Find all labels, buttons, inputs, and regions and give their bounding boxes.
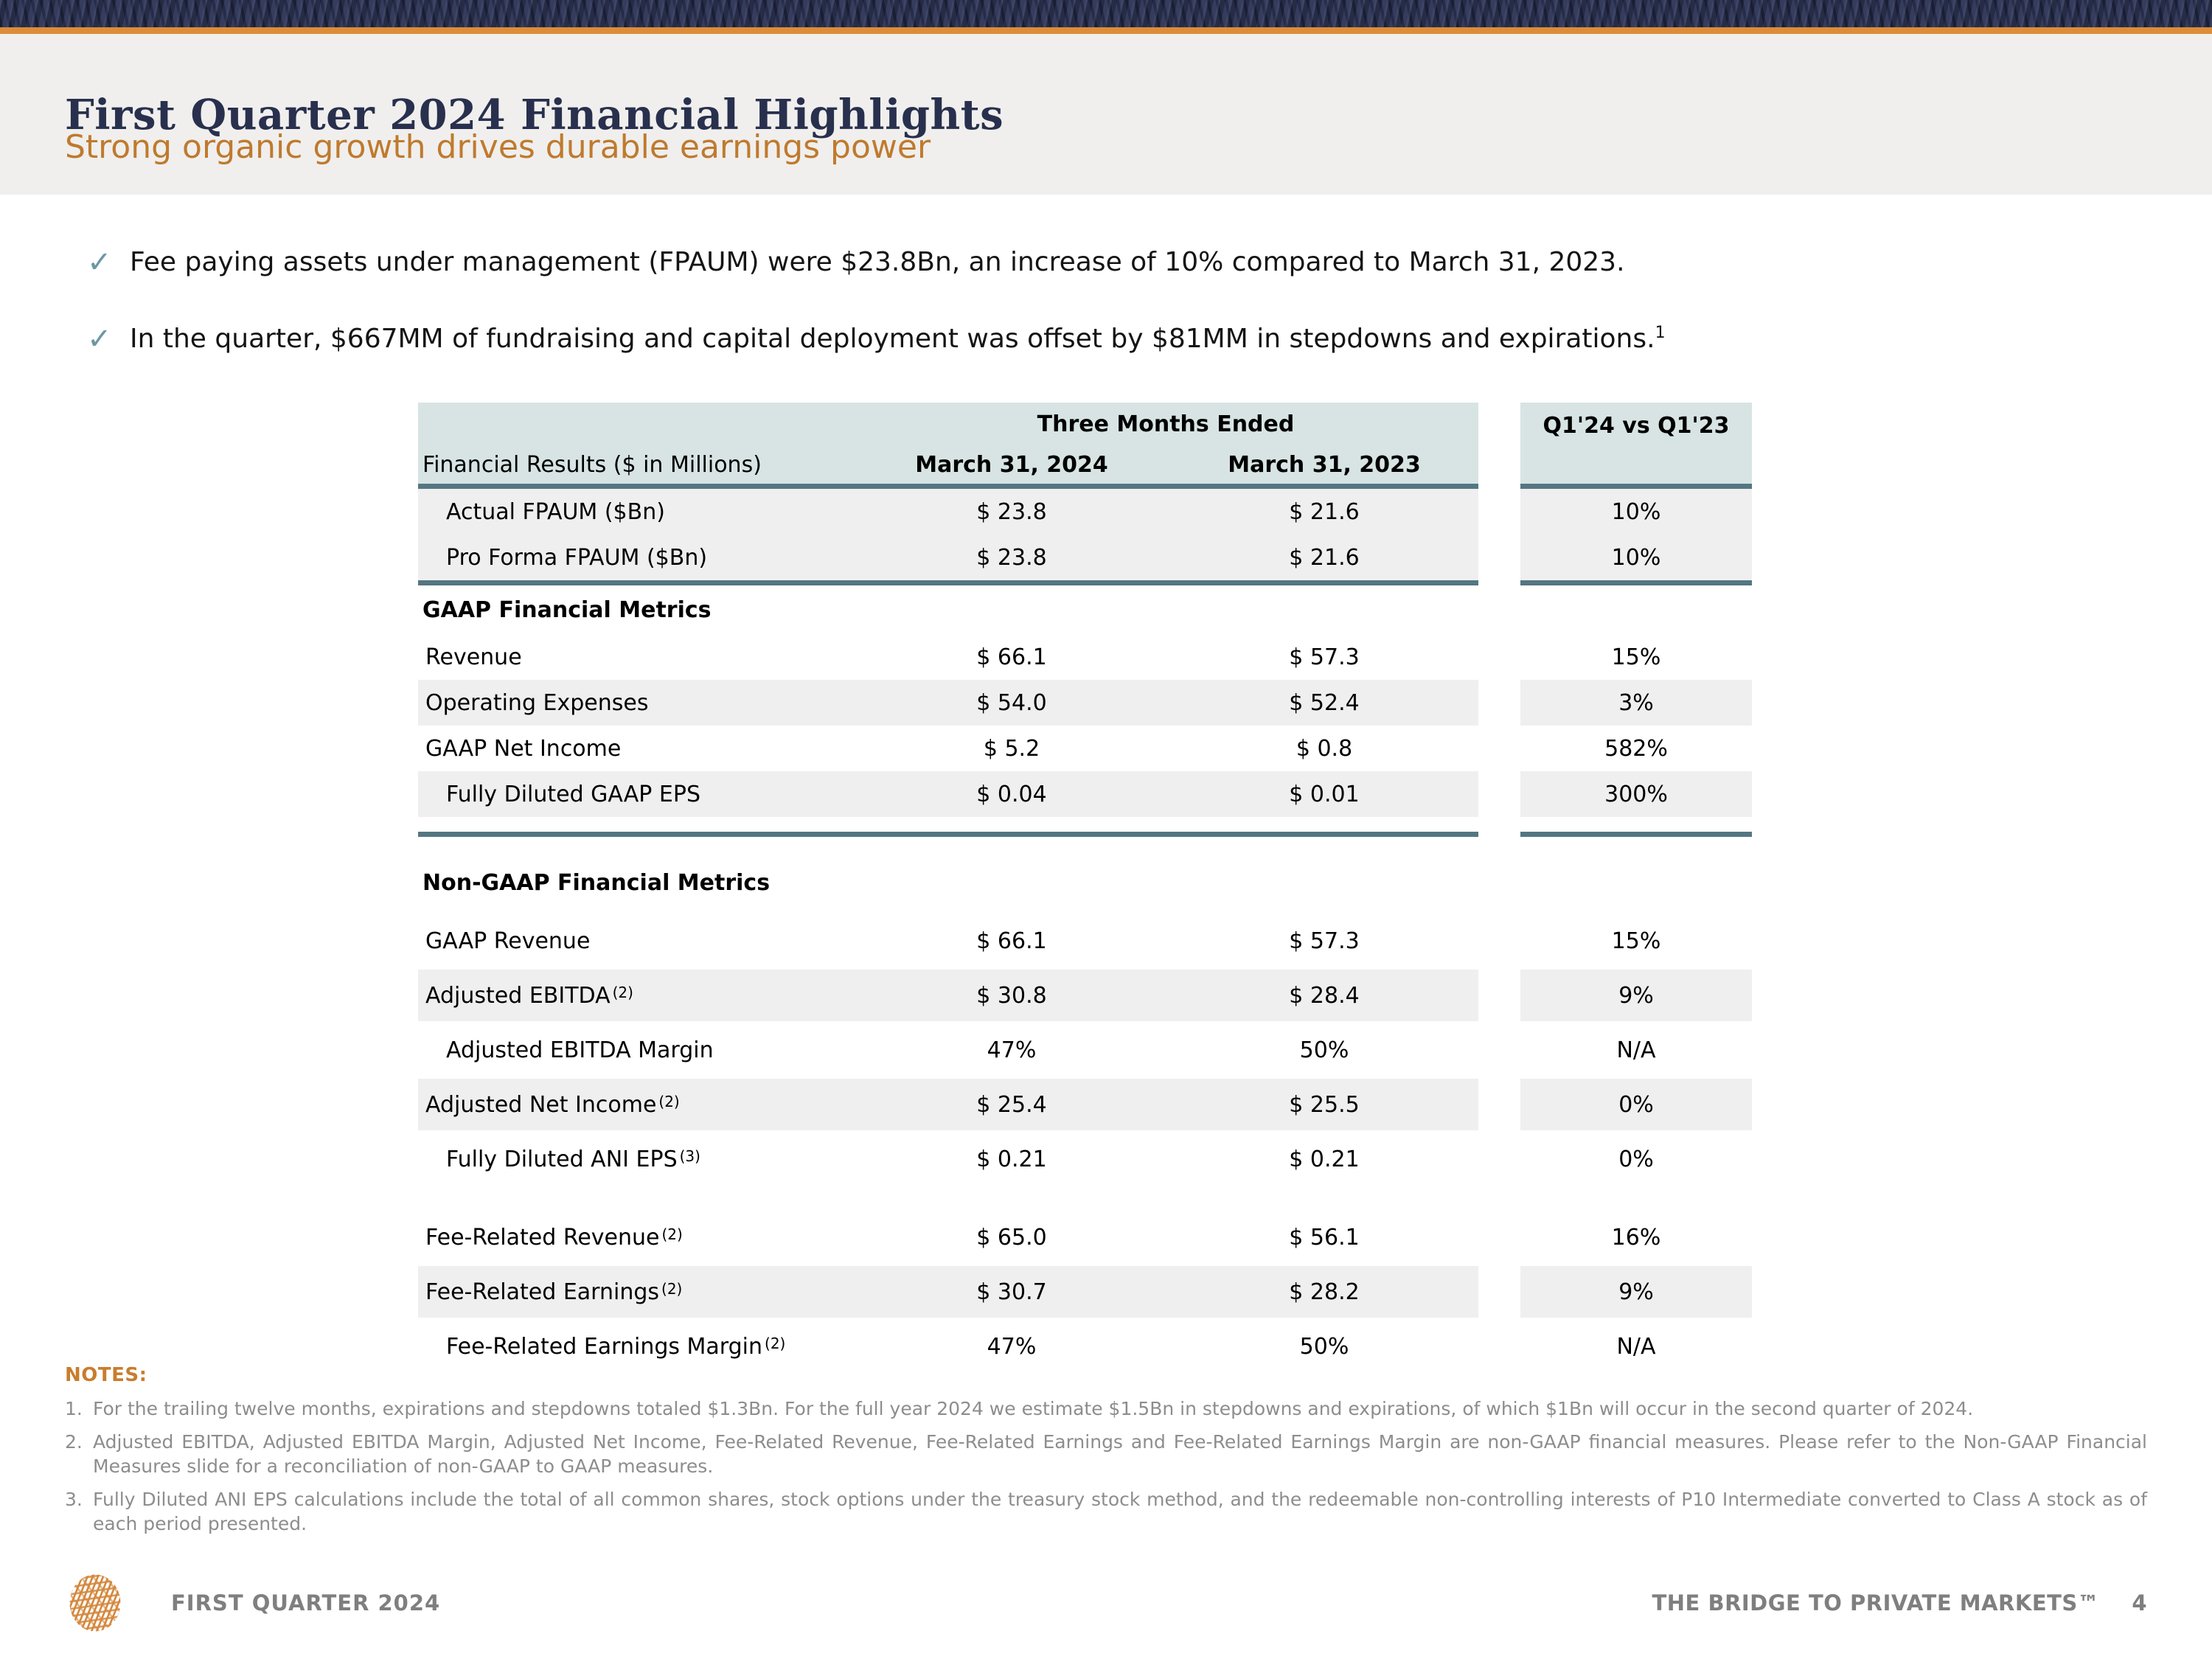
note-number: 2. <box>65 1431 83 1453</box>
value-2024: $ 30.7 <box>976 1279 1047 1305</box>
row-label <box>418 928 853 954</box>
value-change: 582% <box>1604 735 1668 762</box>
value-2023: $ 56.1 <box>1289 1224 1360 1251</box>
value-2023: 50% <box>1299 1037 1349 1063</box>
teal-divider-main <box>418 580 1478 585</box>
value-2024: $ 23.8 <box>976 498 1047 525</box>
table-row-main <box>418 1324 1478 1369</box>
section-header-label: Non-GAAP Financial Metrics <box>422 869 771 896</box>
table-row <box>418 1079 1752 1130</box>
value-change: 0% <box>1520 1079 1752 1130</box>
change-column-header: Q1'24 vs Q1'23 <box>1520 403 1752 489</box>
table-row <box>418 1266 1752 1318</box>
value-2023: $ 52.4 <box>1289 689 1360 716</box>
table-row-main <box>418 771 1478 817</box>
value-2024: $ 23.8 <box>976 544 1047 571</box>
value-2023: $ 21.6 <box>1289 544 1360 571</box>
row-label-text: Pro Forma FPAUM ($Bn) <box>446 544 708 571</box>
table-row <box>418 1136 1752 1182</box>
table-row <box>418 634 1752 680</box>
p10-logo-icon <box>65 1571 125 1635</box>
note-number: 3. <box>65 1489 83 1510</box>
table-row-main <box>418 489 1478 535</box>
page-subtitle: Strong organic growth drives durable earnings power <box>65 128 931 166</box>
value-2023: $ 21.6 <box>1289 498 1360 525</box>
table-row-main <box>418 970 1478 1021</box>
value-2023: $ 57.3 <box>1289 644 1360 670</box>
row-label-text: Revenue <box>425 644 522 670</box>
row-label <box>418 690 853 716</box>
row-label-text: Fee-Related Earnings Margin <box>446 1333 763 1360</box>
value-2024: $ 30.8 <box>976 982 1047 1009</box>
footer-tagline: THE BRIDGE TO PRIVATE MARKETS™ <box>1652 1590 2100 1615</box>
row-label-text: GAAP Revenue <box>425 928 591 954</box>
bullet-text: Fee paying assets under management (FPAUM) were $23.8Bn, an increase of 10% compared to March 31, 2023. <box>130 247 1625 277</box>
notes-title: NOTES: <box>65 1364 147 1386</box>
row-label-text: Adjusted Net Income <box>425 1091 657 1118</box>
row-label <box>418 782 853 807</box>
row-label-text: Adjusted EBITDA <box>425 982 611 1009</box>
table-gap <box>418 1182 1752 1214</box>
table-row-main <box>418 1266 1478 1318</box>
table-row <box>418 680 1752 726</box>
row-label-text: Fee-Related Earnings <box>425 1279 660 1305</box>
note-text: For the trailing twelve months, expirations and stepdowns totaled $1.3Bn. For the full year 2024 we estimate $1.5Bn in stepdowns and expirations, of which $1Bn will occur in the second quarter of 2024. <box>93 1398 1974 1419</box>
row-label <box>418 1037 853 1063</box>
table-body <box>418 489 1752 1369</box>
table-header-main <box>418 403 1478 489</box>
table-row-main <box>418 726 1478 771</box>
teal-divider-change <box>1520 832 1752 837</box>
row-label: Fee-Related Revenue $^{(2)}$ <box>425 1224 683 1251</box>
value-2024: $ 25.4 <box>976 1091 1047 1118</box>
table-row <box>418 489 1752 535</box>
notes-list <box>65 1397 2147 1536</box>
bullets <box>87 246 2152 400</box>
row-label: Fee-Related Earnings Margin $^{(2)}$ <box>446 1333 786 1360</box>
checkmark-icon: ✓ <box>87 322 112 356</box>
value-2024: $ 54.0 <box>976 689 1047 716</box>
value-change: 300% <box>1520 771 1752 817</box>
value-change: 10% <box>1520 489 1752 535</box>
table-header <box>418 403 1752 489</box>
value-2024: $ 66.1 <box>976 928 1047 954</box>
teal-divider-change <box>1520 580 1752 585</box>
row-label: Fee-Related Earnings $^{(2)}$ <box>425 1279 683 1305</box>
row-label: Adjusted EBITDA $^{(2)}$ <box>425 982 633 1009</box>
column-header-2024: March 31, 2024 <box>915 451 1108 478</box>
value-2024: 47% <box>987 1037 1037 1063</box>
value-2023: $ 28.4 <box>1289 982 1360 1009</box>
table-row-main <box>418 918 1478 964</box>
note-item <box>65 1487 2147 1536</box>
page-number: 4 <box>2132 1590 2147 1615</box>
value-change: 15% <box>1611 644 1661 670</box>
table-gap <box>418 817 1752 832</box>
value-2023: $ 57.3 <box>1289 928 1360 954</box>
value-2024: $ 65.0 <box>976 1224 1047 1251</box>
checkmark-icon: ✓ <box>87 246 112 279</box>
row-label-text: Adjusted EBITDA Margin <box>446 1037 714 1063</box>
row-label-text: Actual FPAUM ($Bn) <box>446 498 665 525</box>
value-change: 9% <box>1520 1266 1752 1318</box>
value-2023: $ 0.01 <box>1289 781 1360 807</box>
row-label: Fully Diluted ANI EPS $^{(3)}$ <box>446 1146 700 1172</box>
row-label-text: GAAP Net Income <box>425 735 622 762</box>
table-row <box>418 1027 1752 1073</box>
table-row <box>418 771 1752 817</box>
row-label <box>418 736 853 762</box>
table-row-main <box>418 1136 1478 1182</box>
note-text: Adjusted EBITDA, Adjusted EBITDA Margin, Adjusted Net Income, Fee-Related Revenue, Fee-Related Earnings and Fee-Related Earnings Margin are non-GAAP financial measures. Please refer to the Non-GAAP Financial Measures slide for a reconciliation of non-GAAP to GAAP measures. <box>93 1431 2147 1477</box>
value-2024: $ 0.21 <box>976 1146 1047 1172</box>
value-2023: $ 0.8 <box>1295 735 1353 762</box>
note-number: 1. <box>65 1398 83 1419</box>
table-row <box>418 918 1752 964</box>
value-2023: 50% <box>1299 1333 1349 1360</box>
footer <box>65 1568 2147 1638</box>
top-banner-texture <box>0 0 2212 27</box>
row-header-label: Financial Results ($ in Millions) <box>422 451 762 478</box>
row-label <box>418 644 853 670</box>
table-row <box>418 726 1752 771</box>
note-item <box>65 1397 2147 1421</box>
value-change: 15% <box>1611 928 1661 954</box>
bullet-item <box>87 323 2152 355</box>
bullet-item <box>87 246 2152 279</box>
table-row-main <box>418 1214 1478 1260</box>
value-change: 10% <box>1520 535 1752 580</box>
note-item <box>65 1430 2147 1478</box>
value-change: N/A <box>1616 1333 1656 1360</box>
teal-divider <box>418 580 1752 585</box>
table-row-main <box>418 634 1478 680</box>
bullet-footnote-ref: 1 <box>1655 324 1666 342</box>
column-group-header: Three Months Ended <box>1037 411 1295 437</box>
table-row <box>418 535 1752 580</box>
teal-divider-main <box>418 832 1478 837</box>
value-change: 16% <box>1611 1224 1661 1251</box>
page-title: First Quarter 2024 Financial Highlights <box>65 90 1004 139</box>
value-2023: $ 0.21 <box>1289 1146 1360 1172</box>
table-row-main <box>418 535 1478 580</box>
table-row <box>418 1214 1752 1260</box>
section-header-label: GAAP Financial Metrics <box>422 597 712 623</box>
table-row <box>418 1324 1752 1369</box>
teal-divider <box>418 832 1752 837</box>
row-label-text: Fee-Related Revenue <box>425 1224 660 1251</box>
table-row-main <box>418 680 1478 726</box>
section-header-row <box>418 585 1752 634</box>
orange-accent-bar <box>0 27 2212 34</box>
notes-section <box>65 1364 2147 1545</box>
value-change: 9% <box>1520 970 1752 1021</box>
row-label <box>418 499 853 525</box>
value-2024: $ 5.2 <box>983 735 1040 762</box>
row-label <box>418 545 853 571</box>
value-2024: $ 66.1 <box>976 644 1047 670</box>
row-label: Adjusted Net Income $^{(2)}$ <box>425 1091 680 1118</box>
value-2023: $ 28.2 <box>1289 1279 1360 1305</box>
note-text: Fully Diluted ANI EPS calculations include the total of all common shares, stock options under the treasury stock method, and the redeemable non-controlling interests of P10 Intermediate converted to Class A stock as of each period presented. <box>93 1489 2147 1534</box>
table-row-main <box>418 1079 1478 1130</box>
value-change: 0% <box>1618 1146 1654 1172</box>
row-label-text: Operating Expenses <box>425 689 649 716</box>
column-header-2023: March 31, 2023 <box>1228 451 1421 478</box>
bullet-text: In the quarter, $667MM of fundraising and capital deployment was offset by $81MM in stepdowns and expirations.$^1$ <box>130 324 1666 354</box>
value-change: N/A <box>1616 1037 1656 1063</box>
table-row <box>418 970 1752 1021</box>
value-2023: $ 25.5 <box>1289 1091 1360 1118</box>
table-row-main <box>418 1027 1478 1073</box>
row-label-text: Fully Diluted GAAP EPS <box>446 781 701 807</box>
value-2024: 47% <box>987 1333 1037 1360</box>
financial-results-table <box>418 403 1752 1369</box>
value-2024: $ 0.04 <box>976 781 1047 807</box>
value-change: 3% <box>1520 680 1752 726</box>
section-header-row <box>418 837 1752 918</box>
footer-left-label: FIRST QUARTER 2024 <box>171 1590 441 1615</box>
row-label-text: Fully Diluted ANI EPS <box>446 1146 678 1172</box>
